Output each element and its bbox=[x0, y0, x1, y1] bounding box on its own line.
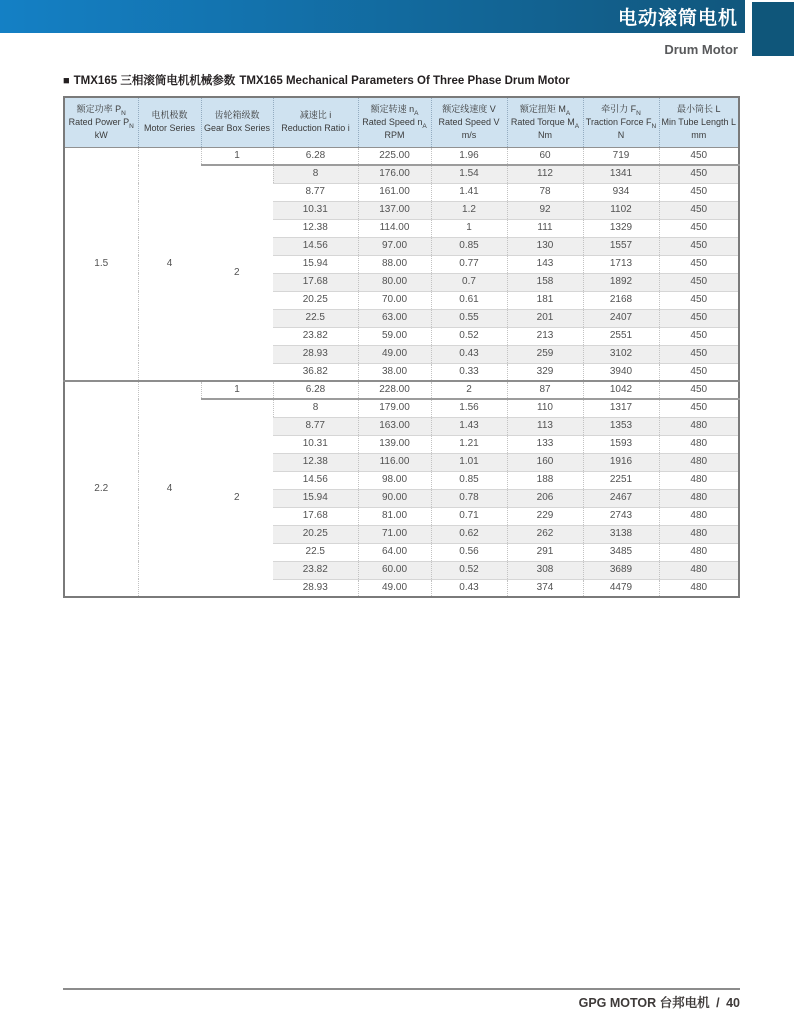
data-cell: 8.77 bbox=[273, 183, 358, 201]
data-cell: 480 bbox=[659, 579, 739, 597]
data-cell: 450 bbox=[659, 345, 739, 363]
data-cell: 206 bbox=[507, 489, 583, 507]
data-cell: 2467 bbox=[583, 489, 659, 507]
footer bbox=[576, 993, 740, 1011]
data-cell: 137.00 bbox=[358, 201, 431, 219]
data-cell: 17.68 bbox=[273, 273, 358, 291]
data-cell: 0.77 bbox=[431, 255, 507, 273]
banner-title: 电动滚筒电机 bbox=[617, 8, 738, 29]
data-cell: 6.28 bbox=[273, 381, 358, 399]
rated-power-cell: 2.2 bbox=[64, 381, 138, 597]
footer-brand: GPG MOTOR 台邦电机 bbox=[578, 996, 710, 1010]
data-cell: 8 bbox=[273, 165, 358, 183]
data-cell: 450 bbox=[659, 147, 739, 165]
data-cell: 1317 bbox=[583, 399, 659, 417]
data-cell: 450 bbox=[659, 237, 739, 255]
data-cell: 28.93 bbox=[273, 345, 358, 363]
data-cell: 291 bbox=[507, 543, 583, 561]
column-header: 额定线速度 V Rated Speed V m/s bbox=[431, 97, 507, 147]
data-cell: 139.00 bbox=[358, 435, 431, 453]
data-cell: 329 bbox=[507, 363, 583, 381]
data-cell: 160 bbox=[507, 453, 583, 471]
data-cell: 450 bbox=[659, 309, 739, 327]
data-cell: 2251 bbox=[583, 471, 659, 489]
data-cell: 1.01 bbox=[431, 453, 507, 471]
rated-power-cell: 1.5 bbox=[64, 147, 138, 381]
data-cell: 161.00 bbox=[358, 183, 431, 201]
column-header: 牵引力 $F_N$ Traction Force $F_N$ N bbox=[583, 97, 659, 147]
data-cell: 0.7 bbox=[431, 273, 507, 291]
data-cell: 480 bbox=[659, 543, 739, 561]
data-cell: 450 bbox=[659, 201, 739, 219]
data-cell: 20.25 bbox=[273, 291, 358, 309]
data-cell: 98.00 bbox=[358, 471, 431, 489]
data-cell: 450 bbox=[659, 219, 739, 237]
data-cell: 28.93 bbox=[273, 579, 358, 597]
data-cell: 90.00 bbox=[358, 489, 431, 507]
data-cell: 176.00 bbox=[358, 165, 431, 183]
data-cell: 308 bbox=[507, 561, 583, 579]
data-cell: 259 bbox=[507, 345, 583, 363]
data-cell: 374 bbox=[507, 579, 583, 597]
data-cell: 1.2 bbox=[431, 201, 507, 219]
data-cell: 10.31 bbox=[273, 201, 358, 219]
data-cell: 1593 bbox=[583, 435, 659, 453]
data-cell: 934 bbox=[583, 183, 659, 201]
data-cell: 0.55 bbox=[431, 309, 507, 327]
data-cell: 2551 bbox=[583, 327, 659, 345]
data-cell: 36.82 bbox=[273, 363, 358, 381]
table-header-row bbox=[64, 97, 739, 147]
column-header: 额定转速 $n_A$ Rated Speed $n_A$ RPM bbox=[358, 97, 431, 147]
column-header: 额定扭矩 $M_A$ Rated Torque $M_A$ Nm bbox=[507, 97, 583, 147]
data-cell: 60.00 bbox=[358, 561, 431, 579]
data-cell: 1341 bbox=[583, 165, 659, 183]
data-cell: 1557 bbox=[583, 237, 659, 255]
data-cell: 0.52 bbox=[431, 561, 507, 579]
data-cell: 22.5 bbox=[273, 543, 358, 561]
data-cell: 229 bbox=[507, 507, 583, 525]
data-cell: 49.00 bbox=[358, 579, 431, 597]
table-row bbox=[64, 381, 739, 399]
data-cell: 113 bbox=[507, 417, 583, 435]
data-cell: 64.00 bbox=[358, 543, 431, 561]
data-cell: 8.77 bbox=[273, 417, 358, 435]
data-cell: 228.00 bbox=[358, 381, 431, 399]
data-cell: 1102 bbox=[583, 201, 659, 219]
data-cell: 450 bbox=[659, 399, 739, 417]
data-cell: 80.00 bbox=[358, 273, 431, 291]
data-cell: 480 bbox=[659, 453, 739, 471]
data-cell: 10.31 bbox=[273, 435, 358, 453]
data-cell: 480 bbox=[659, 417, 739, 435]
data-cell: 450 bbox=[659, 273, 739, 291]
data-cell: 0.33 bbox=[431, 363, 507, 381]
data-cell: 480 bbox=[659, 507, 739, 525]
data-cell: 181 bbox=[507, 291, 583, 309]
data-cell: 450 bbox=[659, 291, 739, 309]
data-cell: 0.78 bbox=[431, 489, 507, 507]
data-cell: 87 bbox=[507, 381, 583, 399]
data-cell: 188 bbox=[507, 471, 583, 489]
data-cell: 70.00 bbox=[358, 291, 431, 309]
top-banner bbox=[0, 0, 745, 33]
data-cell: 0.61 bbox=[431, 291, 507, 309]
data-cell: 719 bbox=[583, 147, 659, 165]
data-cell: 38.00 bbox=[358, 363, 431, 381]
data-cell: 450 bbox=[659, 183, 739, 201]
data-cell: 15.94 bbox=[273, 489, 358, 507]
column-header: 电机极数 Motor Series bbox=[138, 97, 201, 147]
column-header: 额定功率 $P_N$ Rated Power $P_N$ kW bbox=[64, 97, 138, 147]
data-cell: 12.38 bbox=[273, 219, 358, 237]
data-cell: 14.56 bbox=[273, 237, 358, 255]
data-cell: 0.43 bbox=[431, 579, 507, 597]
gearbox-series-cell: 1 bbox=[201, 381, 273, 399]
data-cell: 60 bbox=[507, 147, 583, 165]
data-cell: 0.62 bbox=[431, 525, 507, 543]
data-cell: 1 bbox=[431, 219, 507, 237]
column-header: 减速比 i Reduction Ratio i bbox=[273, 97, 358, 147]
data-cell: 3138 bbox=[583, 525, 659, 543]
data-cell: 88.00 bbox=[358, 255, 431, 273]
data-cell: 81.00 bbox=[358, 507, 431, 525]
data-cell: 3689 bbox=[583, 561, 659, 579]
data-cell: 23.82 bbox=[273, 561, 358, 579]
data-cell: 480 bbox=[659, 489, 739, 507]
data-cell: 1713 bbox=[583, 255, 659, 273]
data-cell: 450 bbox=[659, 381, 739, 399]
data-cell: 114.00 bbox=[358, 219, 431, 237]
data-cell: 6.28 bbox=[273, 147, 358, 165]
data-cell: 112 bbox=[507, 165, 583, 183]
data-cell: 3102 bbox=[583, 345, 659, 363]
data-cell: 1916 bbox=[583, 453, 659, 471]
data-cell: 92 bbox=[507, 201, 583, 219]
data-cell: 22.5 bbox=[273, 309, 358, 327]
gearbox-series-cell: 2 bbox=[201, 399, 273, 597]
data-cell: 450 bbox=[659, 165, 739, 183]
data-cell: 110 bbox=[507, 399, 583, 417]
data-cell: 2407 bbox=[583, 309, 659, 327]
table-row bbox=[64, 147, 739, 165]
section-title bbox=[63, 72, 753, 88]
data-cell: 0.71 bbox=[431, 507, 507, 525]
parameters-table bbox=[63, 96, 740, 598]
data-cell: 111 bbox=[507, 219, 583, 237]
data-cell: 0.52 bbox=[431, 327, 507, 345]
data-cell: 158 bbox=[507, 273, 583, 291]
data-cell: 450 bbox=[659, 327, 739, 345]
data-cell: 450 bbox=[659, 255, 739, 273]
data-cell: 1353 bbox=[583, 417, 659, 435]
data-cell: 143 bbox=[507, 255, 583, 273]
data-cell: 213 bbox=[507, 327, 583, 345]
gearbox-series-cell: 1 bbox=[201, 147, 273, 165]
data-cell: 133 bbox=[507, 435, 583, 453]
data-cell: 3940 bbox=[583, 363, 659, 381]
data-cell: 2743 bbox=[583, 507, 659, 525]
data-cell: 3485 bbox=[583, 543, 659, 561]
data-cell: 97.00 bbox=[358, 237, 431, 255]
data-cell: 0.56 bbox=[431, 543, 507, 561]
data-cell: 262 bbox=[507, 525, 583, 543]
data-cell: 480 bbox=[659, 525, 739, 543]
data-cell: 1.21 bbox=[431, 435, 507, 453]
data-cell: 116.00 bbox=[358, 453, 431, 471]
motor-series-cell: 4 bbox=[138, 147, 201, 381]
footer-separator: / bbox=[716, 996, 720, 1010]
data-cell: 78 bbox=[507, 183, 583, 201]
gearbox-series-cell: 2 bbox=[201, 165, 273, 381]
data-cell: 2 bbox=[431, 381, 507, 399]
data-cell: 1042 bbox=[583, 381, 659, 399]
data-cell: 480 bbox=[659, 561, 739, 579]
data-cell: 71.00 bbox=[358, 525, 431, 543]
data-cell: 480 bbox=[659, 435, 739, 453]
data-cell: 2168 bbox=[583, 291, 659, 309]
data-cell: 63.00 bbox=[358, 309, 431, 327]
accent-square bbox=[752, 2, 794, 56]
section-bullet-icon: ■ bbox=[63, 75, 70, 87]
data-cell: 49.00 bbox=[358, 345, 431, 363]
data-cell: 1329 bbox=[583, 219, 659, 237]
banner-subtitle: Drum Motor bbox=[664, 42, 738, 57]
data-cell: 225.00 bbox=[358, 147, 431, 165]
data-cell: 0.85 bbox=[431, 471, 507, 489]
footer-page-number: 40 bbox=[726, 996, 740, 1010]
data-cell: 0.43 bbox=[431, 345, 507, 363]
section-title-en: TMX165 Mechanical Parameters Of Three Phase Drum Motor bbox=[239, 75, 570, 87]
data-cell: 1.43 bbox=[431, 417, 507, 435]
data-cell: 17.68 bbox=[273, 507, 358, 525]
column-header: 最小筒长 L Min Tube Length L mm bbox=[659, 97, 739, 147]
data-cell: 14.56 bbox=[273, 471, 358, 489]
data-cell: 8 bbox=[273, 399, 358, 417]
data-cell: 179.00 bbox=[358, 399, 431, 417]
data-cell: 130 bbox=[507, 237, 583, 255]
data-cell: 1892 bbox=[583, 273, 659, 291]
data-cell: 15.94 bbox=[273, 255, 358, 273]
data-cell: 1.56 bbox=[431, 399, 507, 417]
data-cell: 59.00 bbox=[358, 327, 431, 345]
data-cell: 12.38 bbox=[273, 453, 358, 471]
footer-divider bbox=[63, 988, 740, 990]
data-cell: 4479 bbox=[583, 579, 659, 597]
data-cell: 163.00 bbox=[358, 417, 431, 435]
data-cell: 1.54 bbox=[431, 165, 507, 183]
column-header: 齿轮箱级数 Gear Box Series bbox=[201, 97, 273, 147]
data-cell: 480 bbox=[659, 471, 739, 489]
data-cell: 20.25 bbox=[273, 525, 358, 543]
data-cell: 0.85 bbox=[431, 237, 507, 255]
data-cell: 450 bbox=[659, 363, 739, 381]
motor-series-cell: 4 bbox=[138, 381, 201, 597]
data-cell: 1.96 bbox=[431, 147, 507, 165]
section-title-zh: TMX165 三相滚筒电机机械参数 bbox=[73, 75, 236, 87]
data-cell: 1.41 bbox=[431, 183, 507, 201]
data-cell: 23.82 bbox=[273, 327, 358, 345]
data-cell: 201 bbox=[507, 309, 583, 327]
